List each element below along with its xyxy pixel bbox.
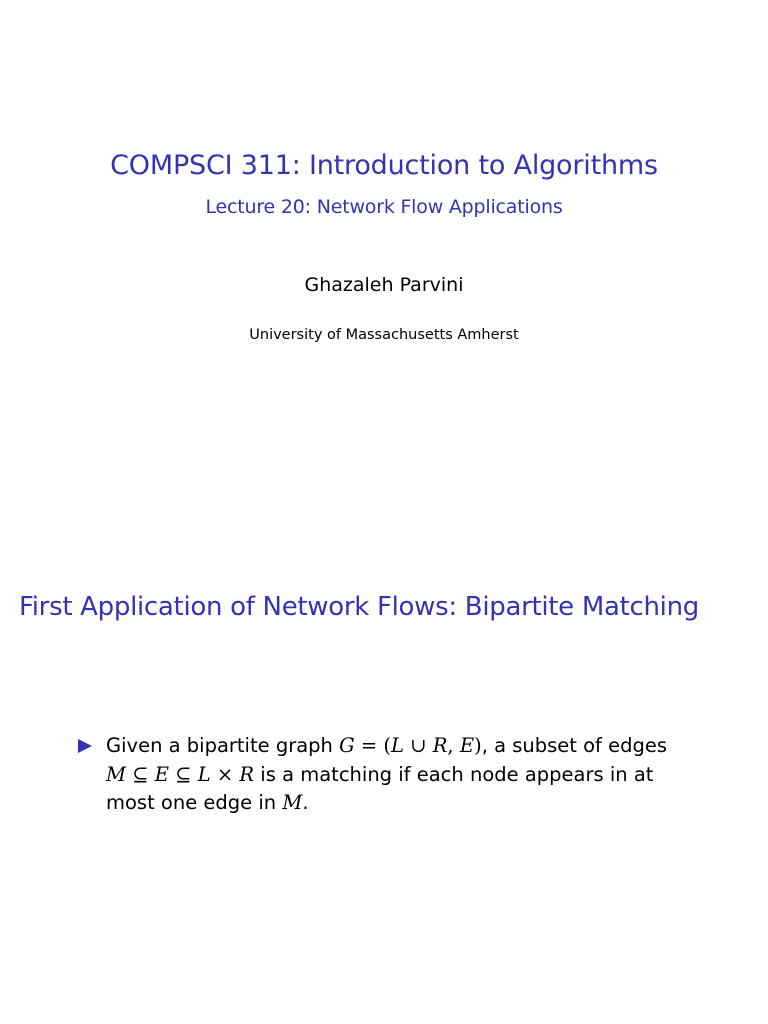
bullet-text: Given a bipartite graph — [106, 734, 340, 757]
bullet-line-3 — [106, 789, 698, 818]
list-item — [78, 732, 698, 818]
math-graph-definition: G = (L ∪ R, E) — [339, 734, 482, 757]
author-name: Ghazaleh Parvini — [304, 274, 464, 296]
bullet-list — [78, 732, 698, 818]
triangle-bullet-icon — [78, 739, 92, 753]
math-subset-relation: M ⊆ E ⊆ L × R — [106, 762, 255, 786]
bullet-line-2 — [106, 761, 698, 790]
frame-title: First Application of Network Flows: Bipartite Matching — [19, 592, 699, 622]
bullet-line-1 — [106, 732, 698, 761]
institution-name: University of Massachusetts Amherst — [249, 327, 519, 343]
math-matching-symbol: M — [282, 791, 303, 814]
bullet-text: . — [302, 791, 309, 814]
bullet-text: most one edge in — [106, 791, 283, 814]
bullet-text: , a subset of edges — [481, 734, 668, 757]
bullet-text: is a matching if each node appears in at — [254, 762, 654, 786]
course-title: COMPSCI 311: Introduction to Algorithms — [110, 150, 658, 181]
content-slide — [0, 512, 768, 1024]
lecture-subtitle: Lecture 20: Network Flow Applications — [205, 196, 563, 218]
